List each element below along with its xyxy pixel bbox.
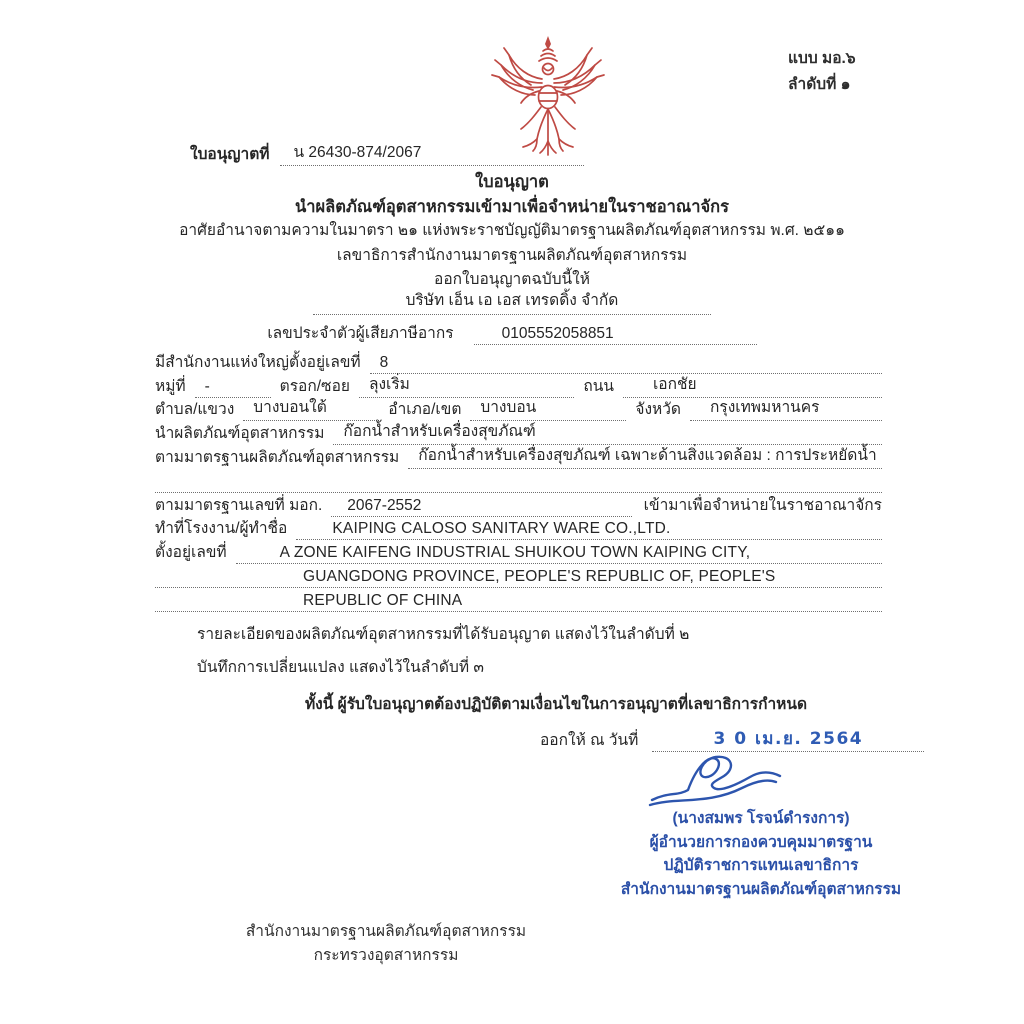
authority-line: อาศัยอำนาจตามความในมาตรา ๒๑ แห่งพระราชบัญญัติมาตรฐานผลิตภัณฑ์อุตสาหกรรม พ.ศ. ๒๕๑๑ [179, 222, 845, 239]
product-value: ก๊อกน้ำสำหรับเครื่องสุขภัณฑ์ [333, 418, 882, 445]
issuer-line: เลขาธิการสำนักงานมาตรฐานผลิตภัณฑ์อุตสาหกรรม [336, 246, 688, 264]
district-value: บางบอน [470, 394, 626, 421]
factory-name-value: KAIPING CALOSO SANITARY WARE CO.,LTD. [296, 520, 882, 540]
moo-label: หมู่ที่ [155, 377, 186, 395]
footer-block [225, 920, 547, 967]
issue-date-label: ออกให้ ณ วันที่ [540, 732, 639, 749]
company-row [0, 287, 1024, 315]
factory-address-line2: GUANGDONG PROVINCE, PEOPLE'S REPUBLIC OF, PEOPLE'S [155, 568, 882, 588]
import-purpose-text: เข้ามาเพื่อจำหน่ายในราชอาณาจักร [643, 496, 882, 514]
office-number-value: 8 [370, 354, 882, 374]
factory-address-row-1 [155, 540, 882, 564]
signatory-block [555, 807, 967, 901]
product-label: นำผลิตภัณฑ์อุตสาหกรรม [155, 425, 325, 443]
province-label: จังหวัด [635, 401, 681, 419]
license-number-value: น 26430-874/2067 [280, 139, 584, 166]
soi-label: ตรอก/ซอย [279, 377, 350, 395]
product-standard-row [155, 445, 882, 469]
doc-subtitle: นำผลิตภัณฑ์อุตสาหกรรมเข้ามาเพื่อจำหน่ายในราชอาณาจักร [294, 197, 730, 216]
title-block [0, 170, 1024, 293]
doc-title: ใบอนุญาต [475, 173, 549, 191]
province-value: กรุงเทพมหานคร [690, 394, 882, 421]
address-and-product-fields [155, 350, 882, 612]
form-code: แบบ มอ.๖ [788, 50, 856, 67]
change-note: บันทึกการเปลี่ยนแปลง แสดงไว้ในลำดับที่ ๓ [197, 659, 484, 676]
signatory-name: (นางสมพร โรจน์ดำรงการ) [672, 810, 850, 827]
detail-note: รายละเอียดของผลิตภัณฑ์อุตสาหกรรมที่ได้รับอนุญาต แสดงไว้ในลำดับที่ ๒ [197, 626, 690, 643]
product-standard-continuation-row [155, 469, 882, 493]
subdistrict-value: บางบอนใต้ [243, 394, 379, 421]
factory-name-row [155, 517, 882, 541]
condition-line: ทั้งนี้ ผู้รับใบอนุญาตต้องปฏิบัติตามเงื่อนไขในการอนุญาตที่เลขาธิการกำหนด [304, 696, 808, 713]
issue-date-stamp: 3 0 เม.ย. 2564 [713, 729, 864, 749]
factory-address-line3: REPUBLIC OF CHINA [155, 592, 882, 612]
soi-value: ลุงเริ่ม [359, 371, 574, 398]
product-standard-value: ก๊อกน้ำสำหรับเครื่องสุขภัณฑ์ เฉพาะด้านสิ่งแวดล้อม : การประหยัดน้ำ [408, 442, 882, 469]
factory-address-row-3 [155, 588, 882, 612]
factory-address-label: ตั้งอยู่เลขที่ [155, 544, 227, 562]
road-label: ถนน [583, 377, 614, 395]
footer-office: สำนักงานมาตรฐานผลิตภัณฑ์อุตสาหกรรม [245, 923, 527, 940]
signatory-position-2: ปฏิบัติราชการแทนเลขาธิการ [663, 857, 859, 875]
tax-id-label: เลขประจำตัวผู้เสียภาษีอากร [267, 325, 454, 342]
factory-address-row-2 [155, 564, 882, 588]
moo-value: - [195, 378, 271, 398]
tax-id-row [0, 320, 1024, 345]
tax-id-value: 0105552058851 [474, 325, 757, 345]
subdistrict-label: ตำบล/แขวง [155, 401, 235, 419]
company-name: บริษัท เอ็น เอ เอส เทรดดิ้ง จำกัด [313, 287, 711, 315]
license-number-label: ใบอนุญาตที่ [190, 146, 270, 163]
office-number-label: มีสำนักงานแห่งใหญ่ตั้งอยู่เลขที่ [155, 353, 361, 371]
standard-number-label: ตามมาตรฐานเลขที่ มอก. [155, 496, 323, 514]
license-number-row [190, 139, 584, 166]
factory-name-label: ทำที่โรงงาน/ผู้ทำชื่อ [155, 520, 288, 538]
road-value: เอกชัย [623, 371, 882, 398]
grant-line: ออกใบอนุญาตฉบับนี้ให้ [434, 271, 590, 288]
standard-number-value: 2067-2552 [331, 497, 631, 517]
district-label: อำเภอ/เขต [388, 401, 462, 419]
standard-number-row [155, 493, 882, 517]
form-order: ลำดับที่ ๑ [788, 76, 851, 93]
signatory-position-3: สำนักงานมาตรฐานผลิตภัณฑ์อุตสาหกรรม [620, 880, 902, 898]
product-standard-label: ตามมาตรฐานผลิตภัณฑ์อุตสาหกรรม [155, 448, 400, 466]
footer-ministry: กระทรวงอุตสาหกรรม [313, 946, 459, 964]
form-code-block [788, 46, 856, 98]
factory-address-line1: A ZONE KAIFENG INDUSTRIAL SHUIKOU TOWN KAIPING CITY, [236, 544, 882, 564]
signatory-position-1: ผู้อำนวยการกองควบคุมมาตรฐาน [649, 833, 873, 851]
